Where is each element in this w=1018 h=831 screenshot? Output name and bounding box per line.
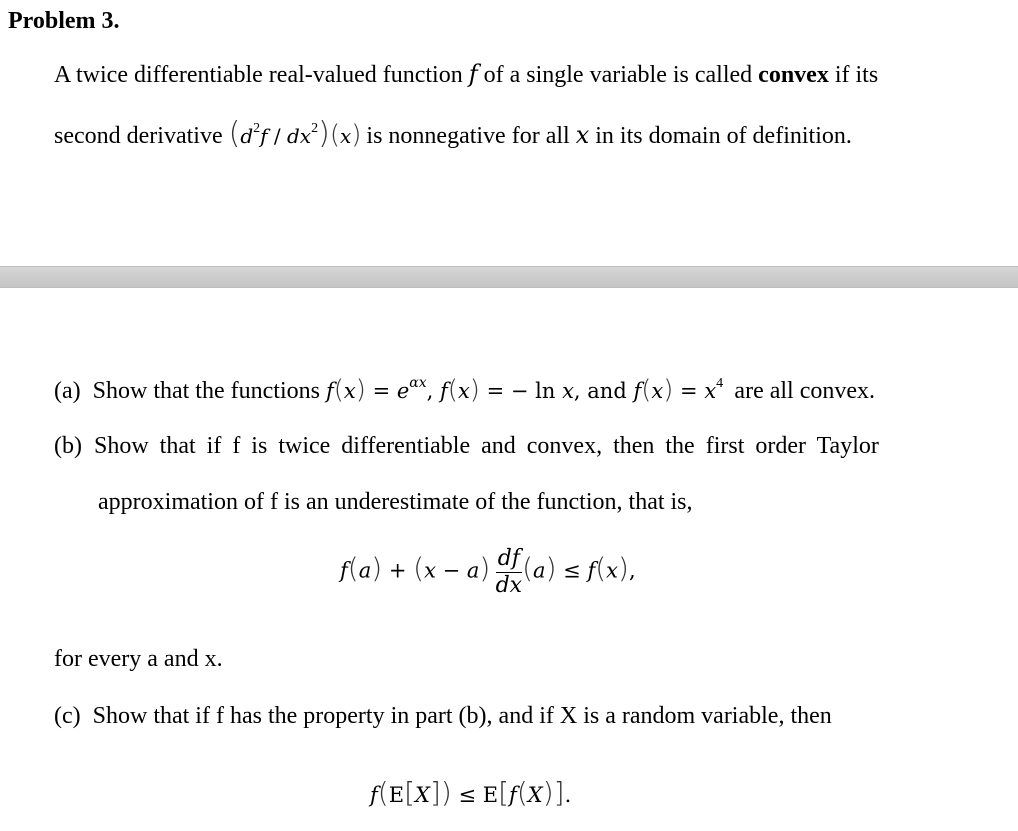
intro-line-2 xyxy=(54,116,852,151)
intro-f: f xyxy=(468,60,478,88)
intro-text-6: in its domain of definition. xyxy=(589,123,852,149)
part-a-label: (a) xyxy=(54,378,81,404)
part-b-text-1: Show that if f is twice differentiable and convex, then the first order Taylor xyxy=(93,433,879,459)
part-b-line-1 xyxy=(54,433,879,460)
part-b-line-2 xyxy=(98,489,693,516)
intro-text-2: of a single variable is called xyxy=(477,62,759,88)
part-a-functions: $f(x) = e^{\alpha x}$, f(x) = − ln x, and $f(x) = x^4$ xyxy=(325,375,724,405)
intro-line-1 xyxy=(54,60,878,89)
part-b-text-2: approximation of f is an underestimate of the function, that is, xyxy=(98,489,693,515)
intro-text-3: if its xyxy=(828,62,879,88)
section-divider xyxy=(0,266,1018,288)
intro-x: x xyxy=(575,121,590,149)
part-a-end: are all convex. xyxy=(734,378,876,404)
intro-text-5: is nonnegative for all xyxy=(366,123,576,149)
convex-keyword: convex xyxy=(758,62,829,88)
intro-text-1: A twice differentiable real-valued function xyxy=(54,62,469,88)
part-c-label: (c) xyxy=(54,703,81,729)
part-a xyxy=(54,375,875,405)
part-b-after-text: for every a and x. xyxy=(54,646,223,672)
second-derivative-formula: $(d^2f / dx^2)(x)$ xyxy=(228,116,362,151)
taylor-inequality: f(a) + (x − a) $\frac{df}{dx}$ (a) ≤ f(x), xyxy=(340,546,636,598)
part-c-text: Show that if f has the property in part (b), and if X is a random variable, then xyxy=(92,703,832,729)
part-b-after xyxy=(54,646,223,673)
problem-title: Problem 3. xyxy=(8,8,120,34)
intro-text-4: second derivative xyxy=(54,123,229,149)
jensen-inequality: f(E[X]) ≤ E[f(X)]. xyxy=(370,776,572,809)
part-b-label: (b) xyxy=(54,433,82,459)
part-c xyxy=(54,703,832,730)
part-a-text: Show that the functions xyxy=(92,378,320,404)
